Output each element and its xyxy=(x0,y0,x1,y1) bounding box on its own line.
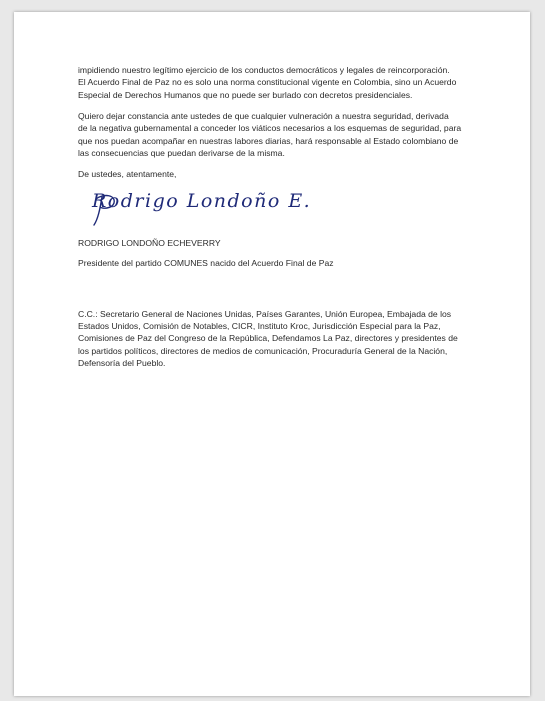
document-page xyxy=(14,12,530,696)
cc-list: C.C.: Secretario General de Naciones Unidas, Países Garantes, Unión Europea, Embajada de los Estados Unidos, Comisión de Notables, CICR, Instituto Kroc, Jurisdicción Especial para la Paz, Comisiones de Paz del Congreso de la República, Defendamos La Paz, directores y presidentes de los partidos políticos, directores de medios de comunicación, Procuraduría General de la Nación, Defensoría del Pueblo. xyxy=(78,308,458,369)
signature-text: Rodrigo Londoño E. xyxy=(92,189,312,212)
paragraph-1: impidiendo nuestro legítimo ejercicio de los conductos democráticos y legales de reincorporación. El Acuerdo Final de Paz no es solo una norma constitucional vigente en Colombia, sino un Acuerdo Especial de Derechos Humanos que no puede ser burlado con decretos presidenciales. xyxy=(78,65,457,100)
closing-line: De ustedes, atentamente, xyxy=(78,168,177,179)
handwritten-signature xyxy=(90,189,480,231)
signer-role: Presidente del partido COMUNES nacido del Acuerdo Final de Paz xyxy=(78,258,334,269)
signer-name: RODRIGO LONDOÑO ECHEVERRY xyxy=(78,237,221,248)
paragraph-2: Quiero dejar constancia ante ustedes de que cualquier vulneración a nuestra seguridad, derivada de la negativa gubernamental a conceder los viáticos necesarios a los esquemas de seguridad, para que nos puedan acompañar en nuestras labores diarias, hará responsable al Estado colombiano de las consecuencias que puedan derivarse de la misma. xyxy=(78,110,462,158)
letter-body xyxy=(78,64,480,378)
